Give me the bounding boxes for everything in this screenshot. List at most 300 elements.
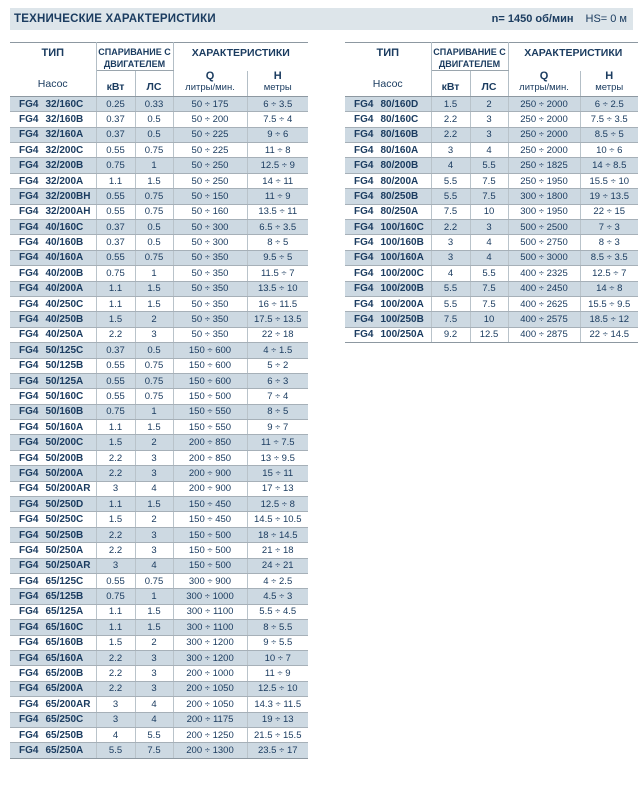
pump-series: FG4 [19,483,39,495]
table-row [345,327,638,342]
q-range-cell: 50 ÷ 350 [173,312,247,327]
right-spec-table [345,42,638,343]
kw-cell: 1.1 [96,173,135,188]
left-table-body [10,96,308,758]
hp-cell: 1 [135,266,173,281]
q-range-cell: 200 ÷ 1175 [173,712,247,727]
pump-model: 50/250AR [45,560,91,572]
pump-series: FG4 [354,329,374,341]
pump-series: FG4 [19,252,39,264]
q-range-cell: 200 ÷ 850 [173,450,247,465]
pump-series: FG4 [19,113,39,125]
h-range-cell: 14.5 ÷ 10.5 [247,512,308,527]
h-range-cell: 9 ÷ 5.5 [247,635,308,650]
pump-series: FG4 [19,652,39,664]
hp-cell: 0.75 [135,573,173,588]
left-spec-table [10,42,308,759]
h-range-cell: 15.5 ÷ 9.5 [580,296,638,311]
kw-cell: 4 [431,158,470,173]
table-row [10,112,308,127]
kw-cell: 5.5 [431,281,470,296]
pump-model: 32/200B [45,160,84,172]
hp-cell: 3 [135,666,173,681]
pump-name-cell [345,220,431,235]
hp-cell: 2 [135,435,173,450]
pump-model: 65/250B [45,729,84,741]
h-range-cell: 12.5 ÷ 9 [247,158,308,173]
q-range-cell: 300 ÷ 1100 [173,620,247,635]
pump-series: FG4 [354,190,374,202]
table-row [10,466,308,481]
pump-name-cell [10,420,96,435]
h-range-cell: 6 ÷ 3 [247,373,308,388]
q-range-cell: 200 ÷ 1000 [173,666,247,681]
pump-name-cell [345,173,431,188]
pump-series: FG4 [19,375,39,387]
pump-model: 50/200B [45,452,84,464]
kw-cell: 0.37 [96,127,135,142]
kw-cell: 5.5 [431,189,470,204]
pump-series: FG4 [19,575,39,587]
pump-name-cell [10,127,96,142]
q-range-cell: 300 ÷ 1100 [173,604,247,619]
table-row [10,235,308,250]
h-range-cell: 13 ÷ 9.5 [247,450,308,465]
table-row [10,635,308,650]
pump-name-cell [345,312,431,327]
pump-model: 80/160D [380,98,419,110]
q-range-cell: 50 ÷ 350 [173,327,247,342]
kw-cell: 1.5 [96,635,135,650]
pump-series: FG4 [19,160,39,172]
pump-model: 40/160B [45,237,84,249]
pump-name-cell [10,404,96,419]
q-range-cell: 150 ÷ 550 [173,420,247,435]
pump-name-cell [345,127,431,142]
q-range-cell: 250 ÷ 1950 [508,173,580,188]
hp-cell: 12.5 [470,327,508,342]
h-range-cell: 8 ÷ 3 [580,235,638,250]
pump-model: 40/160A [45,252,84,264]
hp-cell: 0.33 [135,96,173,111]
table-row [10,373,308,388]
table-row [10,266,308,281]
q-range-cell: 200 ÷ 1250 [173,727,247,742]
pump-series: FG4 [19,298,39,310]
pump-name-cell [10,589,96,604]
column-header-kw: кВт [96,71,135,97]
table-row [345,312,638,327]
table-row [10,527,308,542]
pump-name-cell [10,250,96,265]
h-range-cell: 11 ÷ 9 [247,666,308,681]
header-specs [492,13,627,25]
table-row [345,250,638,265]
kw-cell: 3 [96,558,135,573]
q-range-cell: 300 ÷ 1200 [173,650,247,665]
column-header-coupling: СПАРИВАНИЕ С ДВИГАТЕЛЕМ [96,43,173,71]
q-range-cell: 150 ÷ 550 [173,404,247,419]
column-header-hp: ЛС [470,71,508,97]
pump-series: FG4 [354,314,374,326]
pump-name-cell [10,389,96,404]
pump-name-cell [10,173,96,188]
h-range-cell: 8 ÷ 5.5 [247,620,308,635]
column-header-characteristics: ХАРАКТЕРИСТИКИ [508,43,638,71]
pump-series: FG4 [19,329,39,341]
hp-cell: 0.75 [135,373,173,388]
kw-cell: 4 [96,727,135,742]
h-range-cell: 10 ÷ 6 [580,143,638,158]
h-range-cell: 11 ÷ 7.5 [247,435,308,450]
pump-model: 80/250A [380,206,419,218]
pump-series: FG4 [354,175,374,187]
h-range-cell: 13.5 ÷ 11 [247,204,308,219]
pump-name-cell [345,281,431,296]
rpm-value: n= 1450 об/мин [491,13,574,25]
pump-series: FG4 [19,221,39,233]
pump-name-cell [10,235,96,250]
q-range-cell: 50 ÷ 350 [173,281,247,296]
pump-model: 65/200A [45,683,84,695]
kw-cell: 1.5 [431,96,470,111]
kw-cell: 1.1 [96,497,135,512]
pump-model: 32/160C [45,98,84,110]
kw-cell: 4 [431,266,470,281]
pump-name-cell [10,189,96,204]
pump-model: 50/160B [45,406,84,418]
pump-series: FG4 [19,729,39,741]
kw-cell: 1.1 [96,281,135,296]
h-range-cell: 5 ÷ 2 [247,358,308,373]
hp-cell: 0.75 [135,143,173,158]
pump-model: 100/200C [380,267,424,279]
pump-model: 100/200A [380,298,424,310]
pump-name-cell [10,666,96,681]
kw-cell: 9.2 [431,327,470,342]
pump-name-cell [10,512,96,527]
pump-model: 65/250A [45,744,84,756]
pump-name-cell [10,543,96,558]
pump-series: FG4 [19,498,39,510]
h-unit-label: метры [595,81,624,93]
pump-model: 50/200A [45,467,84,479]
column-header-q [508,71,580,97]
q-range-cell: 50 ÷ 160 [173,204,247,219]
pump-name-cell [10,466,96,481]
table-row [345,235,638,250]
table-row [10,450,308,465]
pump-series: FG4 [354,98,374,110]
pump-model: 65/250C [45,714,84,726]
pump-name-cell [10,143,96,158]
q-range-cell: 300 ÷ 1000 [173,589,247,604]
q-range-cell: 250 ÷ 2000 [508,112,580,127]
kw-cell: 1.1 [96,620,135,635]
kw-cell: 0.55 [96,358,135,373]
q-range-cell: 300 ÷ 1800 [508,189,580,204]
kw-cell: 0.55 [96,389,135,404]
table-row [345,296,638,311]
pump-name-cell [10,296,96,311]
pump-model: 80/200A [380,175,419,187]
hp-cell: 0.75 [135,189,173,204]
table-row [10,512,308,527]
hp-cell: 0.75 [135,358,173,373]
hp-cell: 7.5 [135,743,173,758]
kw-cell: 3 [431,235,470,250]
q-range-cell: 250 ÷ 2000 [508,143,580,158]
pump-series: FG4 [19,637,39,649]
q-range-cell: 400 ÷ 2575 [508,312,580,327]
h-label: H [605,69,614,82]
pump-series: FG4 [19,744,39,756]
table-row [10,666,308,681]
h-range-cell: 22 ÷ 15 [580,204,638,219]
table-row [10,389,308,404]
hp-cell: 7.5 [470,281,508,296]
hp-cell: 4 [135,697,173,712]
kw-cell: 1.1 [96,604,135,619]
h-range-cell: 12.5 ÷ 8 [247,497,308,512]
pump-name-cell [10,558,96,573]
pump-series: FG4 [354,113,374,125]
table-row [10,497,308,512]
kw-cell: 7.5 [431,204,470,219]
pump-name-cell [10,343,96,358]
pump-name-cell [10,204,96,219]
table-row [10,650,308,665]
hp-cell: 3 [470,112,508,127]
page-title: ТЕХНИЧЕСКИЕ ХАРАКТЕРИСТИКИ [14,13,216,25]
hp-cell: 3 [135,327,173,342]
q-range-cell: 250 ÷ 2000 [508,96,580,111]
pump-model: 80/160B [380,129,419,141]
table-row [10,96,308,111]
kw-cell: 0.55 [96,373,135,388]
pump-series: FG4 [19,129,39,141]
pump-name-cell [10,697,96,712]
q-range-cell: 500 ÷ 3000 [508,250,580,265]
q-range-cell: 200 ÷ 1050 [173,697,247,712]
pump-series: FG4 [354,144,374,156]
pump-name-cell [10,112,96,127]
column-header-q [173,71,247,97]
pump-series: FG4 [354,160,374,172]
hp-cell: 0.5 [135,235,173,250]
pump-series: FG4 [19,683,39,695]
table-row [345,189,638,204]
q-range-cell: 150 ÷ 600 [173,343,247,358]
pump-name-cell [345,158,431,173]
table-row [10,189,308,204]
pump-series: FG4 [19,190,39,202]
h-range-cell: 9.5 ÷ 5 [247,250,308,265]
q-range-cell: 400 ÷ 2625 [508,296,580,311]
hp-cell: 4 [470,143,508,158]
pump-series: FG4 [19,283,39,295]
pump-model: 80/160A [380,144,419,156]
hp-cell: 0.5 [135,127,173,142]
h-range-cell: 22 ÷ 14.5 [580,327,638,342]
pump-name-cell [10,220,96,235]
h-range-cell: 14 ÷ 8 [580,281,638,296]
h-range-cell: 17 ÷ 13 [247,481,308,496]
pump-name-cell [345,189,431,204]
kw-cell: 0.55 [96,250,135,265]
q-range-cell: 250 ÷ 2000 [508,127,580,142]
pump-model: 100/160B [380,237,424,249]
pump-model: 50/160C [45,390,84,402]
h-range-cell: 12.5 ÷ 10 [247,681,308,696]
pump-model: 65/160C [45,621,84,633]
hp-cell: 3 [135,650,173,665]
hp-cell: 1.5 [135,281,173,296]
pump-model: 50/250D [45,498,84,510]
h-range-cell: 12.5 ÷ 7 [580,266,638,281]
hp-cell: 1 [135,589,173,604]
kw-cell: 0.55 [96,573,135,588]
kw-cell: 1.1 [96,296,135,311]
pump-name-cell [10,527,96,542]
pump-name-cell [10,727,96,742]
hp-cell: 2 [135,635,173,650]
h-range-cell: 4.5 ÷ 3 [247,589,308,604]
q-range-cell: 50 ÷ 350 [173,296,247,311]
pump-series: FG4 [19,360,39,372]
h-range-cell: 19 ÷ 13.5 [580,189,638,204]
pump-name-cell [10,312,96,327]
kw-cell: 0.25 [96,96,135,111]
hp-cell: 0.5 [135,220,173,235]
kw-cell: 3 [431,250,470,265]
pump-name-cell [10,650,96,665]
pump-model: 50/200AR [45,483,91,495]
q-range-cell: 50 ÷ 250 [173,173,247,188]
h-range-cell: 7 ÷ 3 [580,220,638,235]
table-row [10,727,308,742]
q-range-cell: 400 ÷ 2450 [508,281,580,296]
hp-cell: 0.75 [135,250,173,265]
pump-model: 50/125C [45,344,84,356]
column-header-h [580,71,638,97]
pump-series: FG4 [19,452,39,464]
pump-model: 40/160C [45,221,84,233]
h-range-cell: 14 ÷ 8.5 [580,158,638,173]
pump-model: 100/160C [380,221,424,233]
q-range-cell: 300 ÷ 900 [173,573,247,588]
h-range-cell: 14 ÷ 11 [247,173,308,188]
hp-cell: 1.5 [135,420,173,435]
pump-model: 50/250A [45,544,84,556]
pump-model: 65/125C [45,575,84,587]
kw-cell: 0.75 [96,266,135,281]
q-range-cell: 50 ÷ 350 [173,266,247,281]
pump-model: 50/125B [45,360,84,372]
kw-cell: 5.5 [431,173,470,188]
h-range-cell: 11 ÷ 8 [247,143,308,158]
h-unit-label: метры [263,81,292,93]
pump-model: 32/160A [45,129,84,141]
h-range-cell: 14.3 ÷ 11.5 [247,697,308,712]
page-header-bar [10,8,633,30]
table-row [10,343,308,358]
hp-cell: 3 [135,466,173,481]
q-range-cell: 400 ÷ 2875 [508,327,580,342]
pump-series: FG4 [19,591,39,603]
kw-cell: 3 [96,712,135,727]
right-table-header [345,43,638,97]
pump-name-cell [10,373,96,388]
table-row [10,712,308,727]
h-range-cell: 6 ÷ 3.5 [247,96,308,111]
pump-model: 80/160C [380,113,419,125]
h-range-cell: 8 ÷ 5 [247,235,308,250]
pump-name-cell [345,235,431,250]
hp-cell: 1.5 [135,620,173,635]
pump-name-cell [10,158,96,173]
pump-name-cell [345,250,431,265]
table-row [10,220,308,235]
kw-cell: 2.2 [96,450,135,465]
column-header-characteristics: ХАРАКТЕРИСТИКИ [173,43,308,71]
hp-cell: 4 [135,481,173,496]
kw-cell: 0.75 [96,404,135,419]
pump-series: FG4 [19,344,39,356]
pump-series: FG4 [19,390,39,402]
q-range-cell: 200 ÷ 850 [173,435,247,450]
pump-model: 50/200C [45,437,84,449]
table-row [10,589,308,604]
h-range-cell: 18 ÷ 14.5 [247,527,308,542]
table-row [10,204,308,219]
pump-model: 100/250B [380,314,424,326]
pump-model: 80/200B [380,160,419,172]
pump-model: 100/160A [380,252,424,264]
pump-model: 65/125A [45,606,84,618]
pump-series: FG4 [354,283,374,295]
kw-cell: 2.2 [96,527,135,542]
q-range-cell: 50 ÷ 225 [173,143,247,158]
hp-cell: 4 [135,558,173,573]
pump-series: FG4 [19,560,39,572]
hp-cell: 1 [135,404,173,419]
kw-cell: 2.2 [96,681,135,696]
pump-series: FG4 [19,714,39,726]
column-header-kw: кВт [431,71,470,97]
hp-cell: 0.75 [135,389,173,404]
table-row [10,435,308,450]
h-range-cell: 7.5 ÷ 3.5 [580,112,638,127]
kw-cell: 0.75 [96,158,135,173]
pump-series: FG4 [354,267,374,279]
pump-name-cell [10,712,96,727]
pump-series: FG4 [19,314,39,326]
pump-model: 65/125B [45,591,84,603]
pump-name-cell [345,112,431,127]
pump-label: Насос [372,78,403,90]
q-range-cell: 50 ÷ 175 [173,96,247,111]
pump-series: FG4 [19,514,39,526]
h-range-cell: 6 ÷ 2.5 [580,96,638,111]
h-range-cell: 6.5 ÷ 3.5 [247,220,308,235]
q-range-cell: 300 ÷ 1200 [173,635,247,650]
h-range-cell: 5.5 ÷ 4.5 [247,604,308,619]
h-range-cell: 17.5 ÷ 13.5 [247,312,308,327]
pump-series: FG4 [19,98,39,110]
pump-model: 65/160A [45,652,84,664]
hp-cell: 3 [135,681,173,696]
